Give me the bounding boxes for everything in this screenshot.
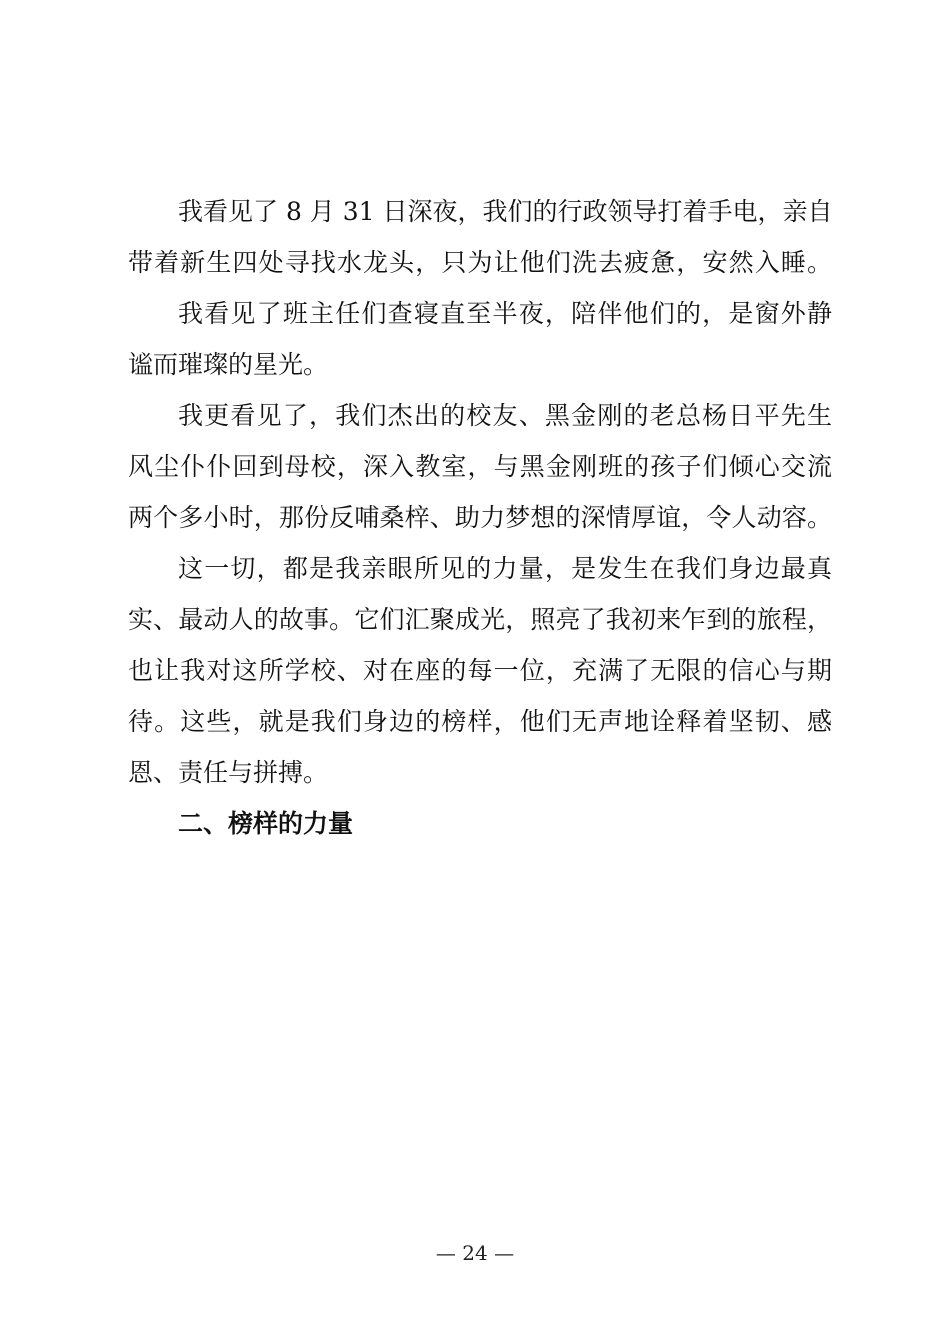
paragraph-4-line-5: 恩、责任与拼搏。 xyxy=(128,758,329,787)
paragraph-4-line-3: 也让我对这所学校、对在座的每一位，充满了无限的信心与期 xyxy=(128,656,832,685)
paragraph-4-line-1: 这一切，都是我亲眼所见的力量，是发生在我们身边最真 xyxy=(178,554,832,583)
paragraph-2-line-2: 谧而璀璨的星光。 xyxy=(128,350,329,379)
paragraph-3-line-1: 我更看见了，我们杰出的校友、黑金刚的老总杨日平先生 xyxy=(178,401,832,430)
paragraph-2-line-1: 我看见了班主任们查寝直至半夜，陪伴他们的，是窗外静 xyxy=(178,299,832,328)
paragraph-4-line-2: 实、最动人的故事。它们汇聚成光，照亮了我初来乍到的旅程， xyxy=(128,605,832,634)
paragraph-3-line-2: 风尘仆仆回到母校，深入教室，与黑金刚班的孩子们倾心交流 xyxy=(128,452,832,481)
paragraph-1-line-1: 我看见了 8 月 31 日深夜，我们的行政领导打着手电，亲自 xyxy=(178,197,833,226)
section-heading: 二、榜样的力量 xyxy=(178,809,354,838)
body-text xyxy=(128,186,832,849)
paragraph-1-line-2: 带着新生四处寻找水龙头，只为让他们洗去疲惫，安然入睡。 xyxy=(128,248,832,277)
paragraph-4-line-4: 待。这些，就是我们身边的榜样，他们无声地诠释着坚韧、感 xyxy=(128,707,832,736)
paragraph-3-line-3: 两个多小时，那份反哺桑梓、助力梦想的深情厚谊，令人动容。 xyxy=(128,503,832,532)
page-number: — 24 — xyxy=(435,1241,515,1265)
